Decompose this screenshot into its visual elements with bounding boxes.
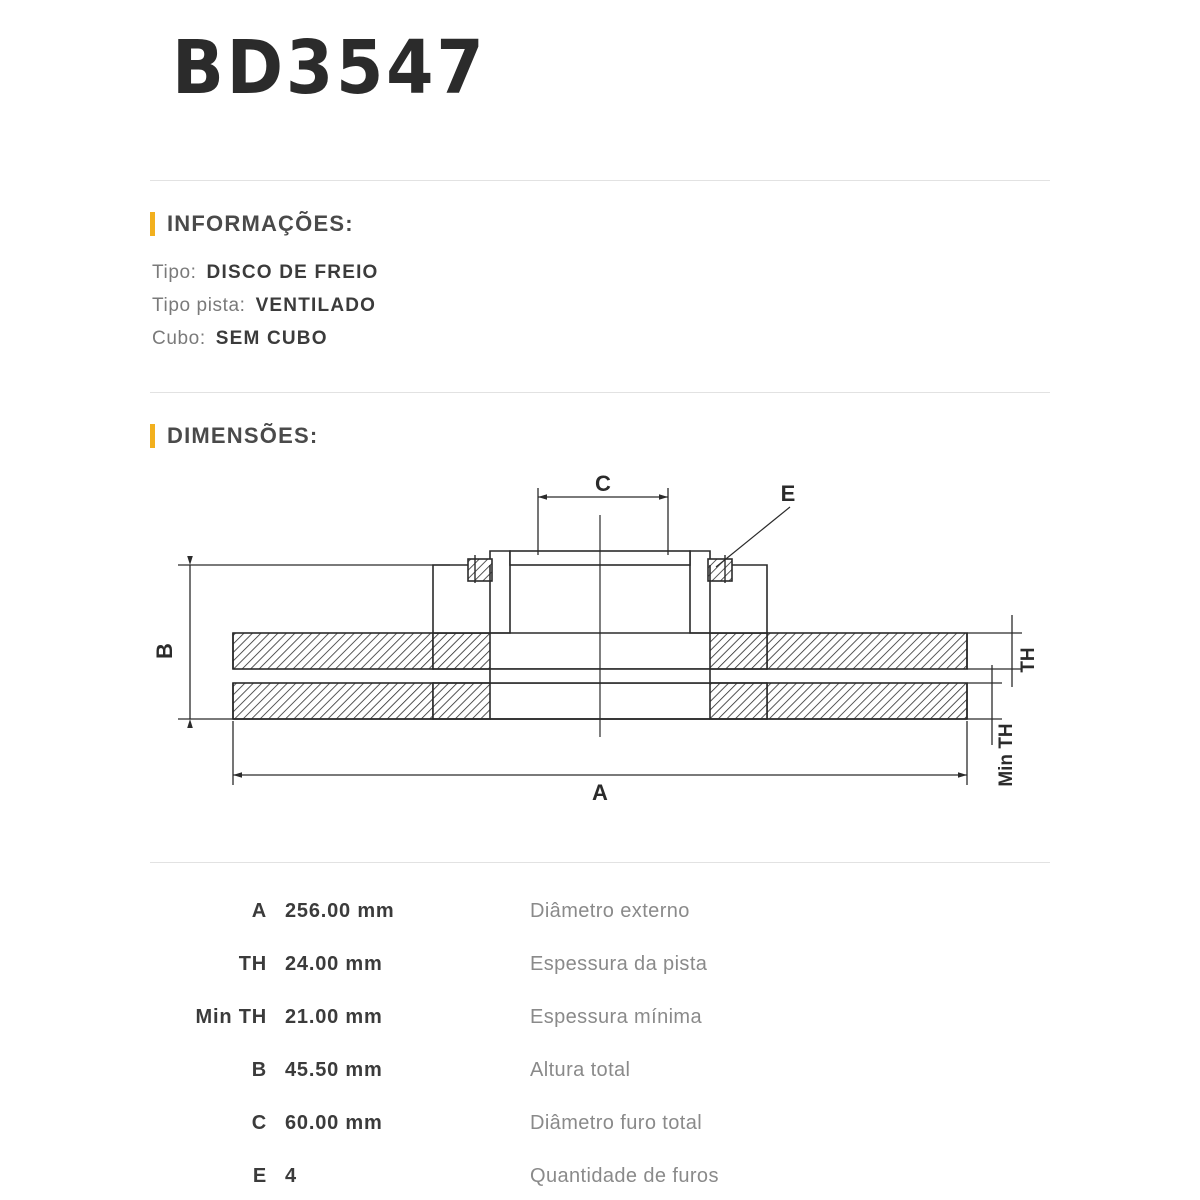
dim-value: 4 [285, 1165, 297, 1187]
info-row-tipo-pista [152, 295, 379, 317]
dim-value: 60.00 mm [285, 1112, 383, 1134]
section-title-dimensoes: DIMENSÕES: [167, 423, 319, 448]
section-header-dimensoes [150, 423, 318, 449]
dim-label-th: TH [1018, 647, 1039, 673]
info-value-tipo-pista: VENTILADO [255, 295, 377, 316]
table-row [150, 1044, 1050, 1097]
dim-key: A [251, 900, 267, 922]
accent-bar-icon [150, 424, 155, 448]
divider-bottom [150, 862, 1050, 863]
dim-desc: Altura total [530, 1059, 631, 1081]
divider-middle [150, 392, 1050, 393]
dim-desc: Espessura da pista [530, 953, 708, 975]
dim-value: 45.50 mm [285, 1059, 383, 1081]
info-row-tipo [152, 262, 379, 284]
page-title: BD3547 [172, 25, 487, 111]
dim-desc: Espessura mínima [530, 1006, 703, 1028]
dim-label-a: A [592, 780, 608, 805]
dim-value: 21.00 mm [285, 1006, 383, 1028]
dim-desc: Diâmetro furo total [530, 1112, 703, 1134]
divider-top [150, 180, 1050, 181]
dim-key: TH [238, 953, 267, 975]
dim-label-min-th: Min TH [996, 723, 1017, 787]
dim-key: Min TH [195, 1006, 267, 1028]
table-row [150, 885, 1050, 938]
dim-desc: Diâmetro externo [530, 900, 690, 922]
info-value-cubo: SEM CUBO [215, 328, 328, 349]
info-list [152, 262, 379, 361]
dim-value: 24.00 mm [285, 953, 383, 975]
info-value-tipo: DISCO DE FREIO [206, 262, 379, 283]
info-label-cubo: Cubo: [152, 328, 206, 349]
dim-value: 256.00 mm [285, 900, 395, 922]
dim-label-b: B [152, 643, 177, 659]
dimensions-table [150, 885, 1050, 1200]
info-label-tipo-pista: Tipo pista: [152, 295, 246, 316]
dim-label-e: E [780, 481, 796, 506]
brake-disc-technical-drawing [150, 455, 1050, 855]
section-header-informacoes [150, 211, 354, 237]
dim-key: E [252, 1165, 267, 1187]
table-row [150, 938, 1050, 991]
info-label-tipo: Tipo: [152, 262, 197, 283]
table-row [150, 1150, 1050, 1200]
table-row [150, 1097, 1050, 1150]
accent-bar-icon [150, 212, 155, 236]
dim-desc: Quantidade de furos [530, 1165, 719, 1187]
info-row-cubo [152, 328, 379, 350]
dim-key: C [251, 1112, 267, 1134]
dim-label-c: C [595, 471, 611, 496]
table-row [150, 991, 1050, 1044]
section-title-informacoes: INFORMAÇÕES: [167, 211, 354, 236]
dim-key: B [251, 1059, 267, 1081]
